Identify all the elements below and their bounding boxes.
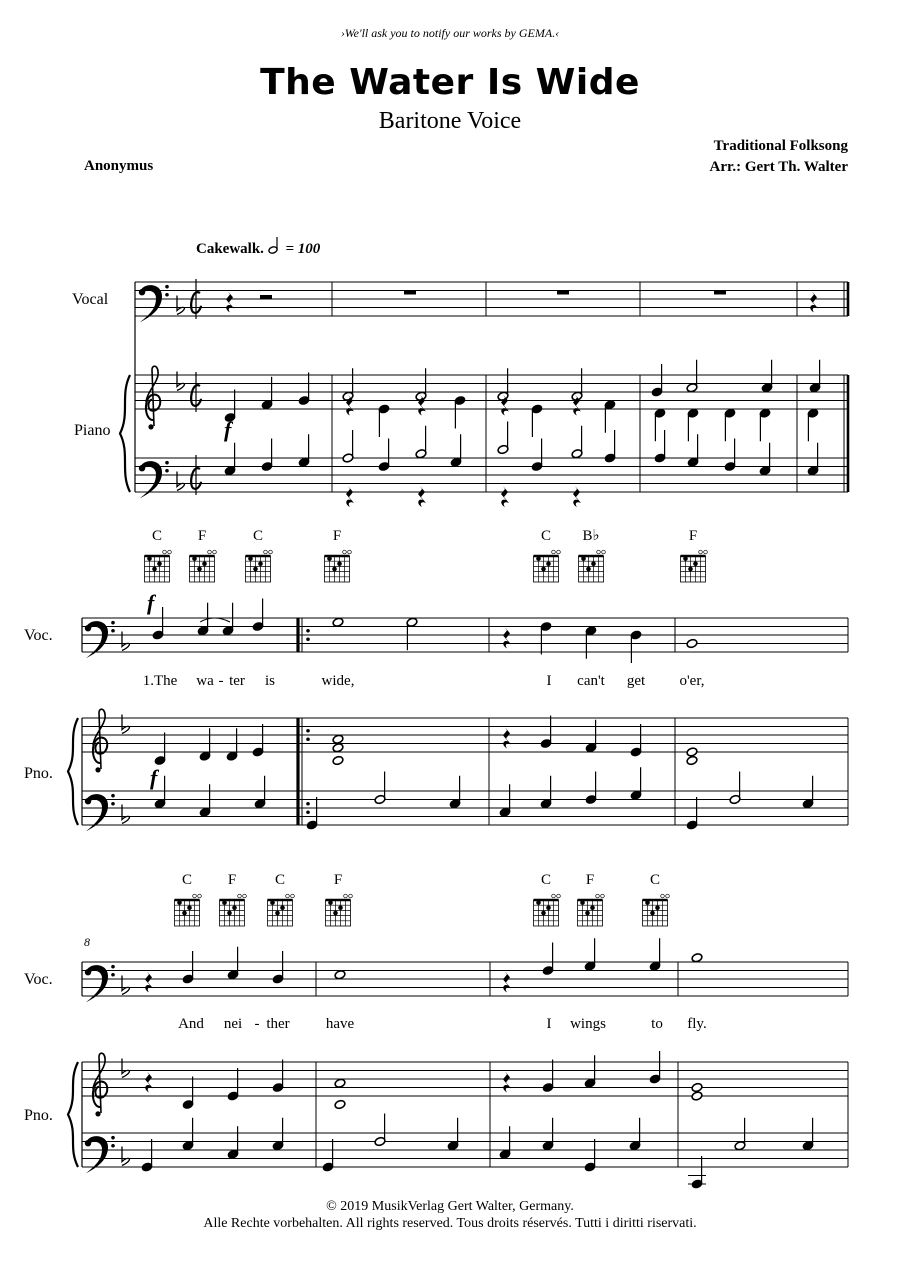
chord-diagram-icon: [534, 894, 561, 926]
note: [332, 755, 344, 765]
chord-diagram-icon: [325, 550, 352, 582]
note: [604, 430, 616, 463]
note: [686, 638, 698, 648]
quarter-rest: [503, 971, 511, 992]
note: [630, 630, 642, 663]
lyric-syllable: nei: [223, 1016, 243, 1032]
score-subtitle: Baritone Voice: [378, 108, 522, 134]
instrument-label-vocal: Vocal: [72, 291, 109, 308]
tempo-text: Cakewalk.: [196, 241, 264, 257]
repeat-dot: [306, 629, 310, 633]
note: [691, 953, 703, 963]
chord-diagram-icon: [268, 894, 295, 926]
chord-name: B♭: [582, 528, 600, 544]
quarter-rest: [503, 627, 511, 648]
chord-diagram-icon: [326, 894, 353, 926]
note: [374, 772, 386, 805]
chord-diagram-icon: [578, 894, 605, 926]
chord-diagram-icon: [681, 550, 708, 582]
whole-rest: [557, 291, 569, 295]
note: [342, 368, 354, 401]
note: [651, 364, 663, 397]
note: [807, 443, 819, 476]
repeat-dot: [306, 810, 310, 814]
note: [334, 1078, 346, 1088]
note: [531, 404, 543, 437]
note: [272, 1118, 284, 1151]
note: [571, 368, 583, 401]
score-title: The Water Is Wide: [260, 62, 640, 103]
chord-diagram-icon: [145, 550, 172, 582]
chord-name: F: [333, 872, 343, 888]
chord-diagram-icon: [175, 894, 202, 926]
note: [298, 373, 310, 406]
note: [499, 1126, 511, 1159]
note: [649, 1051, 661, 1084]
dynamic-forte: f: [150, 765, 158, 790]
system-3: [68, 935, 848, 1189]
note: [497, 368, 509, 401]
note: [691, 1082, 703, 1092]
note: [342, 430, 354, 463]
note: [585, 772, 597, 805]
chord-name: F: [688, 528, 698, 544]
note: [540, 716, 552, 749]
note: [252, 599, 264, 632]
note: [759, 443, 771, 476]
treble-clef-icon: [93, 1053, 107, 1116]
quarter-rest: [418, 486, 426, 507]
note: [449, 776, 461, 809]
instrument-label-vocal-short: Voc.: [24, 627, 53, 644]
note: [630, 724, 642, 757]
note: [497, 422, 509, 455]
quarter-rest: [226, 291, 234, 312]
note: [254, 776, 266, 809]
lyric-syllable: to: [651, 1016, 663, 1032]
flat-icon: [122, 632, 129, 651]
note: [154, 733, 166, 766]
note: [686, 797, 698, 830]
instrument-label-piano-short: Pno.: [24, 1107, 53, 1124]
lyric-syllable: I: [546, 673, 552, 689]
repeat-dot: [306, 729, 310, 733]
note: [585, 720, 597, 753]
note: [629, 1118, 641, 1151]
copyright-footer: [0, 1198, 900, 1232]
note: [571, 426, 583, 459]
note: [542, 1060, 554, 1093]
note: [334, 970, 346, 980]
lyric-syllable: wide,: [321, 673, 355, 689]
piano-bass-staff: [135, 458, 848, 492]
chord-name: C: [181, 872, 193, 888]
note: [759, 408, 771, 441]
note: [378, 404, 390, 437]
note: [141, 1139, 153, 1172]
lyric-syllable: o'er,: [679, 673, 705, 689]
note: [809, 360, 821, 393]
repeat-dot: [306, 637, 310, 641]
chord-name: F: [227, 872, 237, 888]
chord-diagram-icon: [246, 550, 273, 582]
note: [531, 439, 543, 472]
quarter-rest: [573, 486, 581, 507]
lyric-syllable: -: [218, 673, 224, 689]
note: [604, 400, 616, 433]
note: [724, 439, 736, 472]
note: [182, 951, 194, 984]
note: [807, 408, 819, 441]
flat-icon: [177, 296, 184, 315]
note: [540, 621, 552, 654]
note: [199, 728, 211, 761]
note: [649, 938, 661, 971]
composer-line-2: Arr.: Gert Th. Walter: [709, 159, 848, 175]
system-2: [68, 590, 848, 831]
note: [332, 734, 344, 744]
repeat-dot: [306, 802, 310, 806]
lyric-syllable: ther: [266, 1016, 290, 1032]
quarter-rest: [346, 486, 354, 507]
flat-icon: [177, 472, 184, 491]
chord-name: C: [274, 872, 286, 888]
note: [802, 776, 814, 809]
note: [227, 1126, 239, 1159]
system-1: [120, 279, 848, 507]
lyric-syllable: get: [626, 673, 646, 689]
dynamic-forte: f: [147, 590, 155, 615]
note: [691, 1091, 703, 1101]
treble-clef-icon: [93, 709, 107, 772]
note: [334, 1099, 346, 1109]
note: [450, 434, 462, 467]
note: [332, 617, 344, 627]
chord-diagram-icon: [190, 550, 217, 582]
brace: [68, 1062, 78, 1167]
piano-bass-staff: [82, 1133, 848, 1167]
lyric-syllable: -: [254, 1016, 260, 1032]
note: [630, 767, 642, 800]
dynamic-forte: f: [224, 417, 232, 442]
chord-diagram-icon: [534, 550, 561, 582]
note: [584, 938, 596, 971]
chord-diagram-icon: [579, 550, 606, 582]
note: [332, 743, 344, 753]
chord-name: C: [252, 528, 264, 544]
quarter-rest: [503, 1071, 511, 1092]
repeat-dot: [306, 737, 310, 741]
note: [298, 434, 310, 467]
note: [686, 755, 698, 765]
quarter-rest: [501, 486, 509, 507]
piano-treble-staff: [82, 718, 848, 752]
note: [585, 626, 597, 659]
note: [272, 951, 284, 984]
lyric-syllable: have: [325, 1016, 355, 1032]
note: [182, 1118, 194, 1151]
lyric-syllable: wa: [196, 673, 214, 689]
note: [415, 426, 427, 459]
note: [584, 1055, 596, 1088]
quarter-rest: [810, 291, 818, 312]
vocal-staff: [82, 618, 848, 652]
note: [542, 943, 554, 976]
note: [447, 1118, 459, 1151]
note: [729, 772, 741, 805]
note: [415, 368, 427, 401]
note: [499, 784, 511, 817]
note: [734, 1118, 746, 1151]
tempo-value: = 100: [285, 241, 321, 257]
chord-name: C: [540, 872, 552, 888]
lyric-syllable: fly.: [687, 1016, 707, 1032]
flat-icon: [177, 372, 184, 391]
composer-line-1: Traditional Folksong: [713, 138, 848, 154]
chord-name: C: [151, 528, 163, 544]
flat-icon: [122, 805, 129, 824]
note: [761, 360, 773, 393]
piano-treble-staff: [135, 375, 848, 409]
quarter-rest: [503, 727, 511, 748]
note: [252, 724, 264, 757]
note: [227, 947, 239, 980]
note: [226, 728, 238, 761]
chord-name: F: [197, 528, 207, 544]
instrument-label-piano: Piano: [74, 422, 111, 439]
lyric-syllable: I: [546, 1016, 552, 1032]
slur: [200, 618, 230, 622]
flat-icon: [122, 1147, 129, 1166]
note: [227, 1068, 239, 1101]
lyric-syllable: can't: [577, 673, 605, 689]
whole-rest: [714, 291, 726, 295]
copyright-line-2: Alle Rechte vorbehalten. All rights reserved. Tous droits réservés. Tutti i diritti riservati.: [203, 1216, 697, 1231]
note: [542, 1118, 554, 1151]
whole-rest: [404, 291, 416, 295]
lyricist-credit: Anonymus: [84, 158, 154, 174]
brace: [68, 718, 78, 825]
flat-icon: [122, 976, 129, 995]
piano-treble-staff: [82, 1062, 848, 1096]
lyric-syllable: is: [264, 673, 276, 689]
note: [686, 747, 698, 757]
chord-name: F: [585, 872, 595, 888]
lyric-syllable: wings: [570, 1016, 606, 1032]
copyright-line-1: © 2019 MusikVerlag Gert Walter, Germany.: [326, 1199, 574, 1214]
note: [802, 1118, 814, 1151]
note: [378, 439, 390, 472]
half-rest: [260, 295, 272, 299]
instrument-label-piano-short: Pno.: [24, 765, 53, 782]
note: [406, 617, 418, 650]
chord-name: C: [649, 872, 661, 888]
note: [322, 1139, 334, 1172]
lyric-syllable: ter: [229, 673, 245, 689]
note: [454, 395, 466, 428]
note: [374, 1114, 386, 1147]
note: [261, 377, 273, 410]
vocal-staff: [82, 962, 848, 996]
chord-diagram-icon: [643, 894, 670, 926]
treble-clef-icon: [146, 366, 160, 429]
measure-number: 8: [84, 935, 90, 949]
vocal-staff: [135, 282, 848, 316]
brace: [120, 375, 130, 492]
flat-icon: [122, 715, 129, 734]
note: [199, 784, 211, 817]
note: [224, 443, 236, 476]
flat-icon: [122, 1059, 129, 1078]
chord-name: C: [540, 528, 552, 544]
lyric-syllable: And: [178, 1016, 204, 1032]
chord-name: F: [332, 528, 342, 544]
note: [272, 1060, 284, 1093]
quarter-rest: [145, 971, 153, 992]
note: [724, 408, 736, 441]
note: [261, 439, 273, 472]
note: [584, 1139, 596, 1172]
lyric-syllable: 1.The: [142, 673, 178, 689]
note: [540, 776, 552, 809]
note: [686, 360, 698, 393]
quarter-rest: [145, 1071, 153, 1092]
note: [182, 1077, 194, 1110]
gema-notice: ›We'll ask you to notify our works by GEMA.‹: [340, 26, 560, 40]
instrument-label-vocal-short: Voc.: [24, 971, 53, 988]
chord-diagram-icon: [220, 894, 247, 926]
